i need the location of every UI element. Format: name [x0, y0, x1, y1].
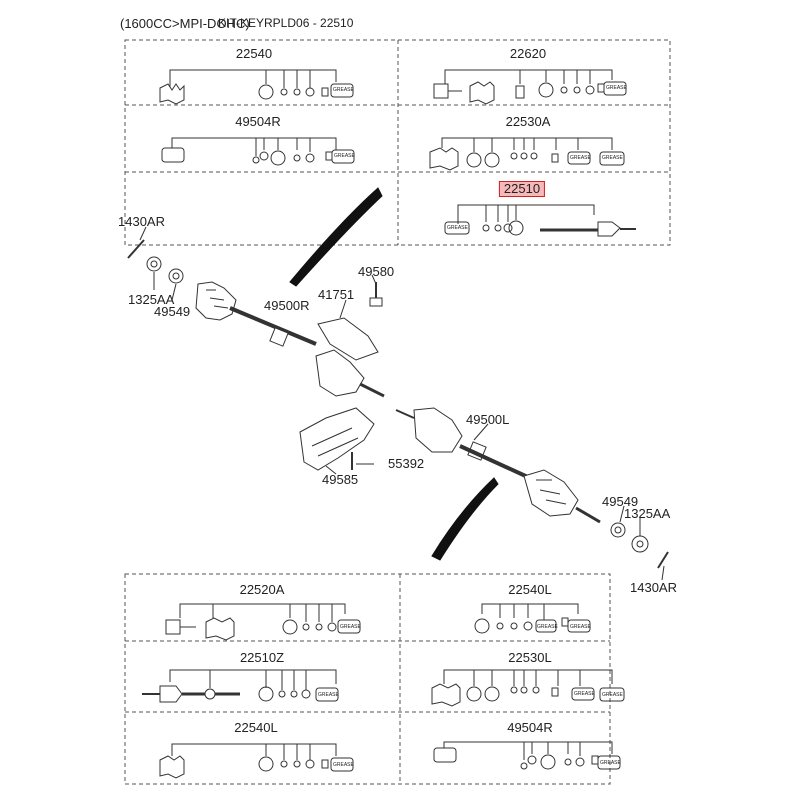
- grease-label: GREASE: [602, 692, 623, 698]
- kit-22510Z-parts: [142, 670, 338, 702]
- callout-49580[interactable]: 49580: [358, 264, 395, 279]
- kit-22520A-parts: [166, 604, 360, 640]
- callout-55392[interactable]: 55392: [388, 456, 425, 471]
- grease-label: GREASE: [333, 87, 354, 93]
- grease-label: GREASE: [447, 225, 468, 231]
- grease-label: GREASE: [333, 762, 354, 768]
- callout-49585[interactable]: 49585: [322, 472, 359, 487]
- callout-49549-top[interactable]: 49549: [154, 304, 191, 319]
- kit-label-22530L[interactable]: 22530L: [508, 650, 552, 665]
- kit-22540-parts: [160, 70, 353, 104]
- kit-label-49504R[interactable]: 49504R: [235, 114, 281, 129]
- grease-label: GREASE: [606, 85, 627, 91]
- grease-label: GREASE: [570, 624, 591, 630]
- kit-49504R-parts: [162, 138, 354, 165]
- kit-label-22510Z[interactable]: 22510Z: [239, 650, 285, 665]
- grease-label: GREASE: [570, 155, 591, 161]
- grease-label: GREASE: [600, 760, 621, 766]
- header-title: (1600CC>MPI-DOHC): [120, 16, 250, 31]
- kit-label-22520A[interactable]: 22520A: [239, 582, 285, 597]
- callout-1430AR-top[interactable]: 1430AR: [118, 214, 165, 229]
- grease-label: GREASE: [340, 624, 361, 630]
- callout-41751[interactable]: 41751: [318, 287, 355, 302]
- top-kit-grid: [125, 40, 670, 245]
- kit-22620-parts: [434, 70, 626, 104]
- kit-label-49504R-b[interactable]: 49504R: [507, 720, 553, 735]
- kit-22530A-parts: [430, 138, 624, 170]
- callout-49549-bottom[interactable]: 49549: [602, 494, 639, 509]
- kit-label-22620[interactable]: 22620: [509, 46, 547, 61]
- kit-label-22510-highlighted[interactable]: 22510: [499, 181, 545, 197]
- kit-49504R-parts-b: [434, 742, 620, 769]
- grease-label: GREASE: [574, 691, 595, 697]
- kit-22540L-parts-b: [160, 744, 353, 778]
- main-assembly: [128, 188, 671, 580]
- grease-label: GREASE: [334, 153, 355, 159]
- header-overlay: KIT-KEYRPLD06 - 22510: [218, 16, 354, 30]
- callout-49500L[interactable]: 49500L: [466, 412, 510, 427]
- callout-1325AA-top[interactable]: 1325AA: [128, 292, 175, 307]
- kit-22530L-parts: [432, 670, 624, 706]
- kit-22510-parts: [445, 205, 636, 236]
- grease-label: GREASE: [537, 624, 558, 630]
- callout-1325AA-bottom[interactable]: 1325AA: [624, 506, 671, 521]
- bottom-kit-grid: [125, 574, 610, 784]
- kit-label-22540L[interactable]: 22540L: [508, 582, 552, 597]
- grease-label: GREASE: [318, 692, 339, 698]
- grease-label: GREASE: [602, 155, 623, 161]
- callout-1430AR-bottom[interactable]: 1430AR: [630, 580, 677, 595]
- callout-49500R[interactable]: 49500R: [264, 298, 310, 313]
- kit-label-22530A[interactable]: 22530A: [505, 114, 551, 129]
- kit-label-22540L-b[interactable]: 22540L: [234, 720, 278, 735]
- kit-label-22540[interactable]: 22540: [235, 46, 273, 61]
